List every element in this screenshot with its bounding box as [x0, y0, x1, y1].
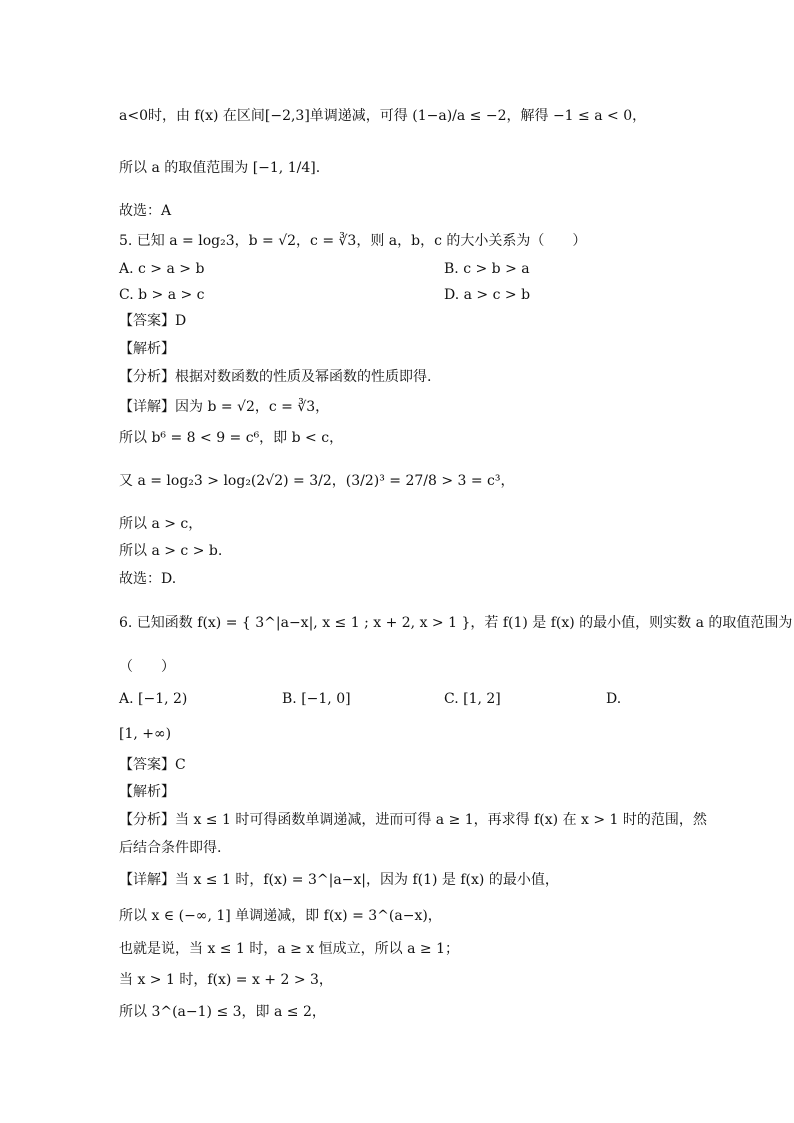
- q6-detail-1: 【详解】当 x ≤ 1 时，f(x) = 3^|a−x|，因为 f(1) 是 f(x) 的最小值，: [119, 872, 559, 888]
- q6-jiexi: 【解析】: [119, 784, 175, 800]
- question-5: 5. 已知 a = log₂3，b = √2，c = ∛3，则 a，b，c 的大小关系为（ ）: [119, 233, 587, 249]
- line-answer-prev: 故选：A: [119, 203, 172, 219]
- q6-analysis-1: 【分析】当 x ≤ 1 时可得函数单调递减，进而可得 a ≥ 1，再求得 f(x) 在 x > 1 时的范围，然: [119, 812, 707, 828]
- q5-option-d: D. a > c > b: [444, 287, 531, 303]
- q5-detail-4: 所以 a > c，: [119, 516, 203, 532]
- q5-jiexi: 【解析】: [119, 341, 175, 357]
- q6-answer: 【答案】C: [119, 757, 186, 773]
- q5-analysis: 【分析】根据对数函数的性质及幂函数的性质即得.: [119, 369, 432, 385]
- q6-option-c: C. [1, 2]: [444, 691, 501, 707]
- q6-analysis-2: 后结合条件即得.: [119, 840, 222, 856]
- line-range-result: 所以 a 的取值范围为 [−1, 1/4].: [119, 160, 321, 176]
- q6-option-a: A. [−1, 2): [119, 691, 188, 707]
- question-6: 6. 已知函数 f(x) = { 3^|a−x|, x ≤ 1 ; x + 2, x > 1 }，若 f(1) 是 f(x) 的最小值，则实数 a 的取值范围为: [119, 615, 793, 631]
- q6-option-d: D.: [606, 691, 622, 707]
- q5-answer: 【答案】D: [119, 313, 187, 329]
- q5-option-a: A. c > a > b: [119, 261, 205, 277]
- q5-option-c: C. b > a > c: [119, 287, 205, 303]
- q6-detail-5: 所以 3^(a−1) ≤ 3，即 a ≤ 2，: [119, 1004, 326, 1020]
- q5-detail-1: 【详解】因为 b = √2，c = ∛3，: [119, 399, 330, 415]
- q6-paren: （ ）: [119, 659, 175, 675]
- q6-detail-4: 当 x > 1 时，f(x) = x + 2 > 3，: [119, 972, 333, 988]
- q6-option-d-value: [1, +∞): [119, 726, 172, 742]
- q5-detail-2: 所以 b⁶ = 8 < 9 = c⁶，即 b < c，: [119, 430, 344, 446]
- q6-detail-3: 也就是说，当 x ≤ 1 时，a ≥ x 恒成立，所以 a ≥ 1；: [119, 941, 459, 957]
- q5-option-b: B. c > b > a: [444, 261, 530, 277]
- q6-detail-2: 所以 x ∈ (−∞, 1] 单调递减，即 f(x) = 3^(a−x)，: [119, 908, 442, 924]
- q6-option-b: B. [−1, 0]: [282, 691, 351, 707]
- q5-detail-6: 故选：D.: [119, 571, 177, 587]
- q5-detail-5: 所以 a > c > b.: [119, 543, 223, 559]
- line-range-condition: a<0时，由 f(x) 在区间[−2,3]单调递减，可得 (1−a)/a ≤ −2，解得 −1 ≤ a < 0，: [119, 108, 647, 124]
- q5-detail-3: 又 a = log₂3 > log₂(2√2) = 3/2，(3/2)³ = 27/8 > 3 = c³，: [119, 473, 515, 489]
